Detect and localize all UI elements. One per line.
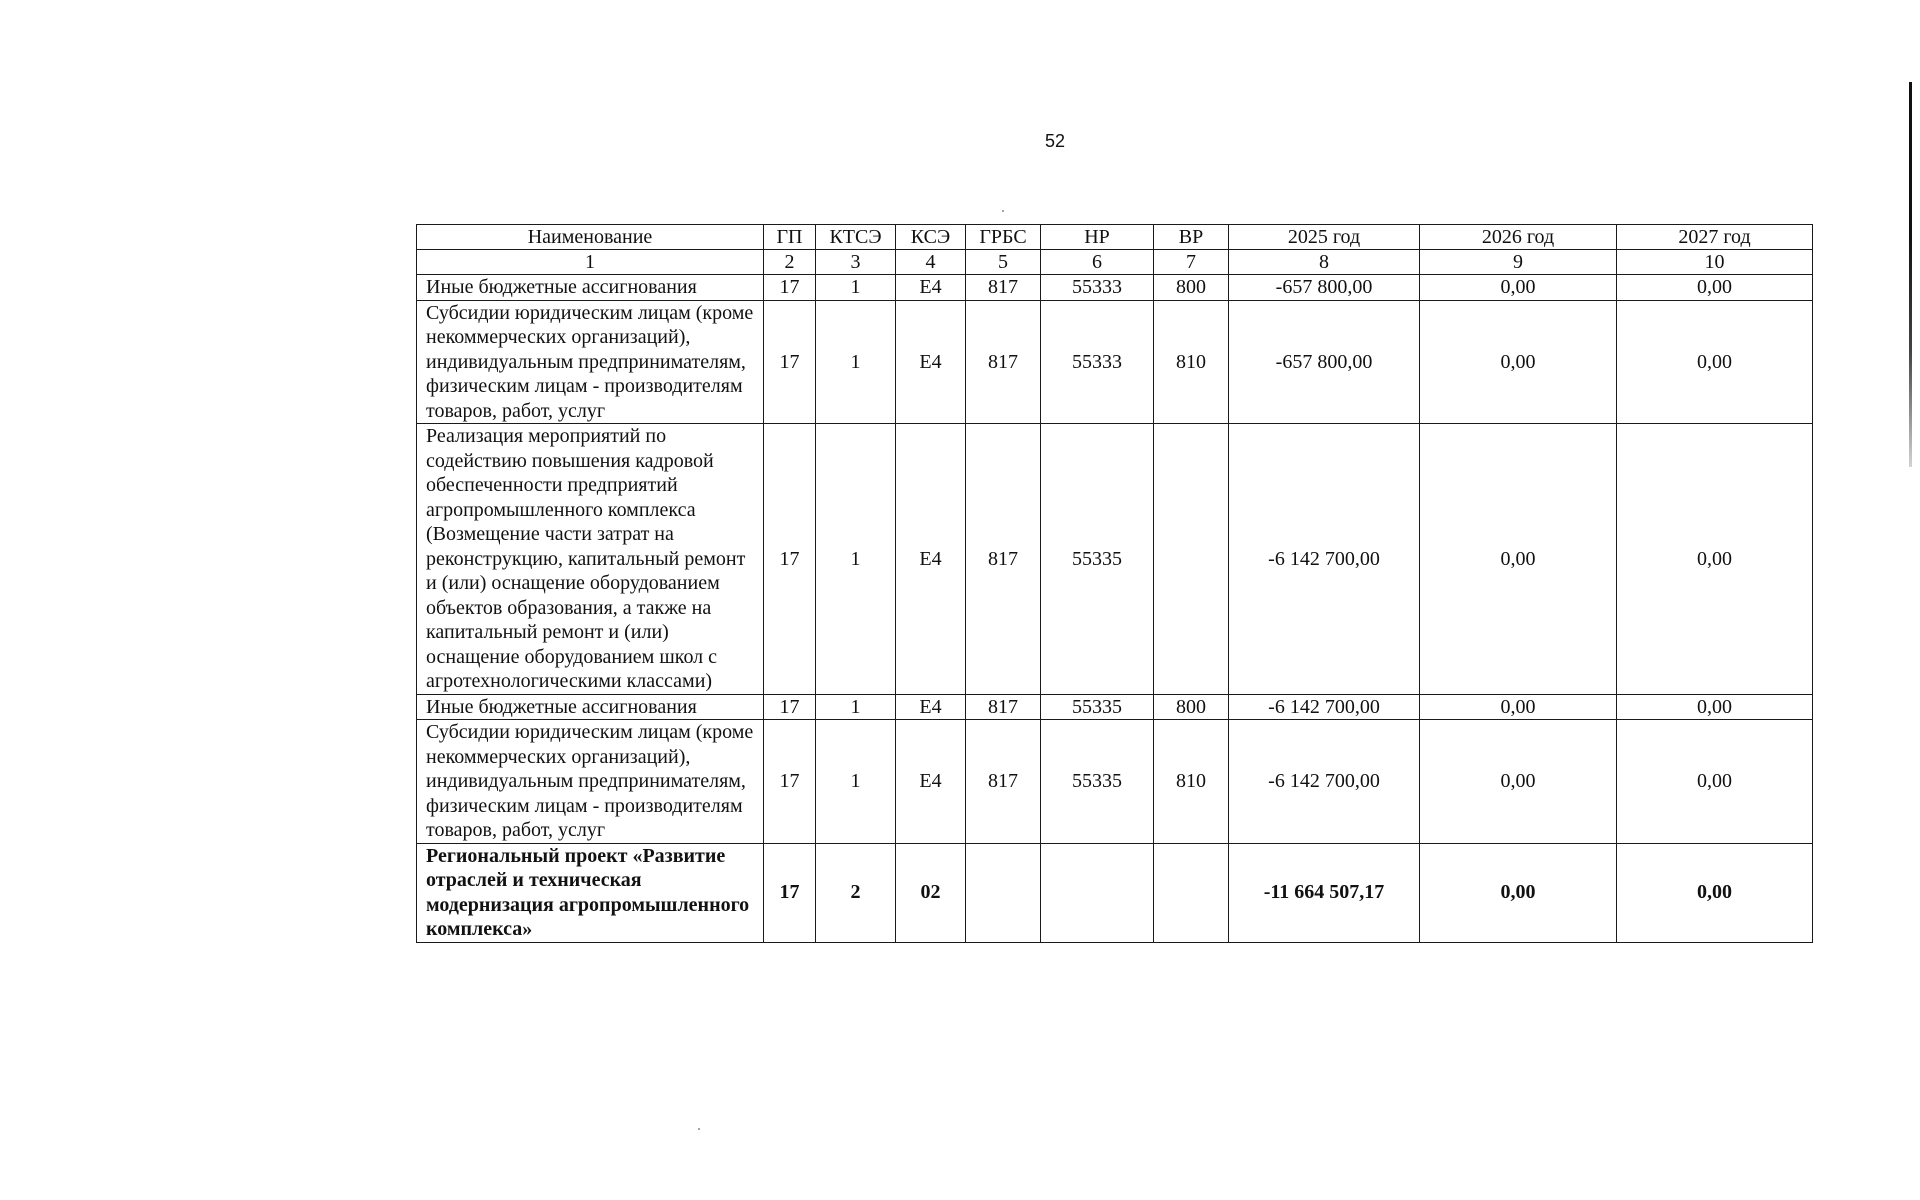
header-cell: 2025 год [1229,225,1420,250]
vr-cell: 800 [1154,275,1229,301]
amount-2026-cell: 0,00 [1420,424,1617,695]
header-cell: ГП [764,225,816,250]
ktse-cell: 1 [816,300,896,424]
grbs-cell: 817 [966,720,1041,844]
amount-2027-cell: 0,00 [1617,424,1813,695]
scan-speck [698,1128,700,1130]
ktse-cell: 1 [816,694,896,720]
grbs-cell: 817 [966,275,1041,301]
gp-cell: 17 [764,424,816,695]
amount-2027-cell: 0,00 [1617,843,1813,942]
nr-cell: 55333 [1041,300,1154,424]
kse-cell: Е4 [896,424,966,695]
table-row [417,300,1813,424]
ktse-cell: 1 [816,275,896,301]
header-cell: КТСЭ [816,225,896,250]
table-row-total [417,843,1813,942]
column-number-cell: 9 [1420,250,1617,275]
ktse-cell: 1 [816,720,896,844]
gp-cell: 17 [764,694,816,720]
grbs-cell: 817 [966,424,1041,695]
nr-cell: 55335 [1041,424,1154,695]
table-header-row [417,225,1813,250]
header-cell: Наименование [417,225,764,250]
ktse-cell: 1 [816,424,896,695]
header-cell: 2026 год [1420,225,1617,250]
amount-2025-cell: -6 142 700,00 [1229,694,1420,720]
table-row [417,424,1813,695]
kse-cell: 02 [896,843,966,942]
amount-2027-cell: 0,00 [1617,300,1813,424]
gp-cell: 17 [764,300,816,424]
amount-2026-cell: 0,00 [1420,720,1617,844]
nr-cell [1041,843,1154,942]
header-cell: НР [1041,225,1154,250]
column-number-cell: 2 [764,250,816,275]
grbs-cell: 817 [966,300,1041,424]
amount-2026-cell: 0,00 [1420,843,1617,942]
grbs-cell: 817 [966,694,1041,720]
amount-2026-cell: 0,00 [1420,694,1617,720]
name-cell: Субсидии юридическим лицам (кроме некоммерческих организаций), индивидуальным предпринимателям, физическим лицам - производителям товаров, работ, услуг [417,720,764,844]
amount-2025-cell: -11 664 507,17 [1229,843,1420,942]
column-number-cell: 7 [1154,250,1229,275]
kse-cell: Е4 [896,275,966,301]
column-number-cell: 10 [1617,250,1813,275]
vr-cell: 810 [1154,720,1229,844]
column-number-cell: 3 [816,250,896,275]
vr-cell [1154,424,1229,695]
grbs-cell [966,843,1041,942]
header-cell: 2027 год [1617,225,1813,250]
column-number-cell: 5 [966,250,1041,275]
name-cell: Региональный проект «Развитие отраслей и техническая модернизация агропромышленного комплекса» [417,843,764,942]
column-number-cell: 1 [417,250,764,275]
name-cell: Реализация мероприятий по содействию повышения кадровой обеспеченности предприятий агропромышленного комплекса (Возмещение части затрат на реконструкцию, капитальный ремонт и (или) оснащение оборудованием объектов образования, а также на капитальный ремонт и (или) оснащение оборудованием школ с агротехнологическими классами) [417,424,764,695]
table-row [417,275,1813,301]
amount-2025-cell: -6 142 700,00 [1229,720,1420,844]
budget-table [416,224,1813,943]
header-cell: КСЭ [896,225,966,250]
scan-speck [1002,210,1004,212]
column-number-cell: 4 [896,250,966,275]
ktse-cell: 2 [816,843,896,942]
kse-cell: Е4 [896,300,966,424]
gp-cell: 17 [764,275,816,301]
nr-cell: 55335 [1041,720,1154,844]
kse-cell: Е4 [896,694,966,720]
amount-2026-cell: 0,00 [1420,300,1617,424]
gp-cell: 17 [764,843,816,942]
column-number-cell: 8 [1229,250,1420,275]
page-number: 52 [1044,131,1066,151]
nr-cell: 55335 [1041,694,1154,720]
amount-2027-cell: 0,00 [1617,694,1813,720]
scan-edge-mark [1909,82,1912,467]
amount-2027-cell: 0,00 [1617,275,1813,301]
header-cell: ВР [1154,225,1229,250]
name-cell: Иные бюджетные ассигнования [417,694,764,720]
amount-2026-cell: 0,00 [1420,275,1617,301]
amount-2025-cell: -657 800,00 [1229,300,1420,424]
header-cell: ГРБС [966,225,1041,250]
table-row [417,720,1813,844]
nr-cell: 55333 [1041,275,1154,301]
name-cell: Субсидии юридическим лицам (кроме некоммерческих организаций), индивидуальным предпринимателям, физическим лицам - производителям товаров, работ, услуг [417,300,764,424]
table-row [417,694,1813,720]
kse-cell: Е4 [896,720,966,844]
amount-2025-cell: -6 142 700,00 [1229,424,1420,695]
column-number-row [417,250,1813,275]
vr-cell [1154,843,1229,942]
amount-2025-cell: -657 800,00 [1229,275,1420,301]
gp-cell: 17 [764,720,816,844]
vr-cell: 810 [1154,300,1229,424]
amount-2027-cell: 0,00 [1617,720,1813,844]
column-number-cell: 6 [1041,250,1154,275]
name-cell: Иные бюджетные ассигнования [417,275,764,301]
vr-cell: 800 [1154,694,1229,720]
